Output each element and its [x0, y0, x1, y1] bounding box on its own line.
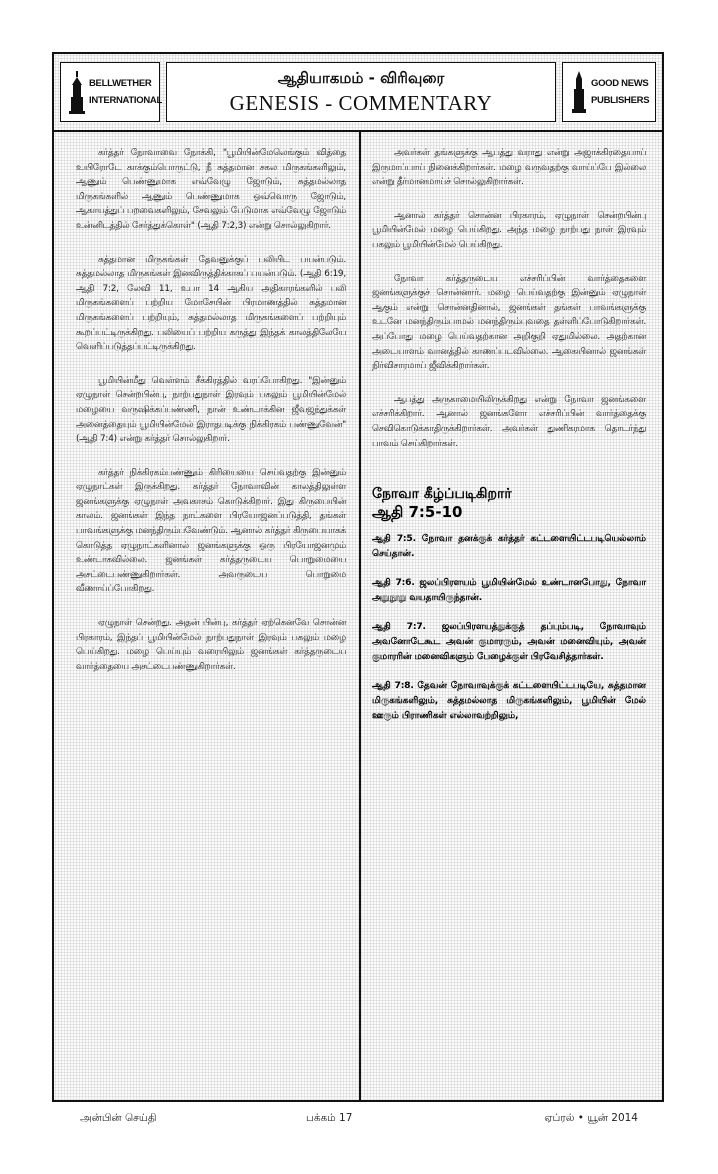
page-title-tamil: ஆதியாகமம் - விரிவுரை — [277, 69, 445, 87]
issue-date: ஏப்ரல் • யூன் 2014 — [544, 1112, 638, 1124]
logo-line-1: GOOD NEWS — [591, 78, 649, 89]
paragraph: ஏழுநாள் சென்றது. அதன் பின்பு, கர்த்தர் ஏற்கெனவே சொன்ன பிரகாரம், இந்தப் பூமியின்மேல் நாற்பதுநாள் இரவும் பகலும் மழை பெய்கிறது. மழை பெய்யும் வரையிலும் ஜனங்கள் கர்த்தருடைய வார்த்தையை அசட்டைபண்ணுகிறார்கள். — [76, 618, 346, 672]
tower-icon — [569, 71, 589, 115]
verse: ஆதி 7:8. தேவன் நோவாவுக்குக் கட்டளையிட்டபடியே, சுத்தமான மிருகங்களிலும், சுத்தமல்லாத மிருகங்களிலும், பூமியின் மேல் ஊரும் பிராணிகள் எல்லாவற்றிலும், — [372, 680, 646, 722]
paragraph: கர்த்தர் நோவாவை நோக்கி, "பூமியின்மேலெங்கும் வித்தை உயிரோடே காக்கும்பொருட்டு, நீ சுத்தமான சகல மிருகங்களிலும், ஆணும் பெண்ணுமாக எவ்வேழு ஜோடும், சுத்தமல்லாத மிருகங்களில் ஆணும் பெண்ணுமாக ஒவ்வொரு ஜோடும், ஆகாயத்துப் பறவைகளிலும், சேவலும் பேடுமாக எவ்வேழு ஜோடும் உன்னிடத்தில் சேர்த்துக்கொள்" (ஆதி 7:2,3) என்று சொல்லுகிறார். — [76, 148, 346, 231]
page-frame — [52, 52, 664, 1102]
magazine-name: அன்பின் செய்தி — [80, 1112, 157, 1124]
logo-line-2: INTERNATIONAL — [89, 95, 162, 106]
column-divider — [359, 132, 361, 1100]
paragraph: கர்த்தர் நிக்கிரகம்பண்ணும் கிரியையை செய்வதற்கு இன்னும் ஏழுநாட்கள் இருக்கிறது. கர்த்தர் நோவாவின் காலத்திலுள்ள ஜனங்களுக்கு ஏழுநாள் அவகாசம் கொடுக்கிறார். இது கிருபையின் காலம். ஜனங்கள் இந்த நாட்களை பிரயோஜனப்படுத்தி, தங்கள் பாவங்களுக்கு மனந்திரும்பவேண்டும். ஆனால் கர்த்தர் கிருபையாகக் கொடுத்த ஏழுநாட்களினால் ஜனங்களுக்கு ஒரு பிரயோஜனமும் உண்டாகவில்லை. ஜனங்கள் கர்த்தருடைய பொறுமையை அசட்டைபண்ணுகிறார்கள். அவருடைய பொறுமை வீணாய்ப்போகிறது. — [76, 467, 346, 595]
page-title-english: GENESIS - COMMENTARY — [229, 91, 493, 115]
good-news-publishers-logo — [562, 62, 656, 122]
verse: ஆதி 7:6. ஜலப்பிரளயம் பூமியின்மேல் உண்டானபோது, நோவா அறுநூறு வயதாயிருந்தான். — [372, 577, 646, 604]
title-box — [166, 62, 556, 122]
verse: ஆதி 7:7. ஜலப்பிரளயத்துக்குத் தப்பும்படி, நோவாவும் அவனோடேகூட அவன் குமாரரும், அவன் மனைவியும், அவன் குமாரரின் மனைவிகளும் பேழைக்குள் பிரவேசித்தார்கள். — [372, 621, 646, 663]
bellwether-logo — [60, 62, 160, 122]
section-reference: ஆதி 7:5-10 — [372, 503, 463, 522]
paragraph: ஆபத்து அருகாமையிலிருக்கிறது என்று நோவா ஜனங்களை எச்சரிக்கிறார். ஆனால் ஜனங்களோ எச்சரிப்பின் வார்த்தைக்கு செவிகொடுக்காதிருக்கிறார்கள். அவர்கள் துணிகரமாக தொடர்ந்து பாவம் செய்கிறார்கள். — [372, 394, 646, 449]
paragraph: ஆனால் கர்த்தர் சொன்ன பிரகாரம், ஏழுநாள் சென்றபின்பு பூமியின்மேல் மழை பெய்கிறது. அந்த மழை நாற்பது நாள் இரவும் பகலும் பூமியின்மேல் பெய்கிறது. — [372, 210, 646, 250]
right-column — [372, 146, 646, 737]
left-column — [76, 146, 346, 693]
verse: ஆதி 7:5. நோவா தனக்குக் கர்த்தர் கட்டளையிட்டபடியெல்லாம் செய்தான். — [372, 533, 646, 560]
logo-line-1: BELLWETHER — [89, 78, 152, 89]
bell-tower-icon — [67, 71, 87, 115]
paragraph: நோவா கர்த்தருடைய எச்சரிப்பின் வார்த்தைகளை ஜனங்களுக்குச் சொன்னார். மழை பெய்வதற்கு இன்னும் ஏழுநாள் ஆகும் என்று சொன்னதினால், ஜனங்கள் தங்கள் பாவங்களுக்கு உடனே மனந்திரும்பாமல் மனந்திரும்புவதை தள்ளிப்போடுகிறார்கள். அப்போது மழை பெய்வதற்கான அறிகுறி ஏதுமில்லை. அதற்கான அடையாளம் வானத்தில் காணப்படவில்லை. ஆகையினால் ஜனங்கள் நிர்விசாரமாய் ஜீவிக்கிறார்கள். — [372, 273, 646, 372]
page-header — [54, 54, 662, 132]
paragraph: அவர்கள் தங்களுக்கு ஆபத்து வராது என்று அஜாக்கிரதையாய் இருமாப்பாய் நினைக்கிறார்கள். மழை வருவதற்கு வாய்ப்பே இல்லை என்று தீர்மானமாய்ச் சொல்லுகிறார்கள். — [372, 148, 646, 188]
page-footer — [80, 1112, 638, 1128]
paragraph: பூமியின்மீது வெள்ளம் சீக்கிரத்தில் வரப்போகிறது. "இன்னும் ஏழுநாள் சென்றபின்பு, நாற்பதுநாள் இரவும் பகலும் பூமியின்மேல் மழையை வருஷிக்கப்பண்ணி, நான் உண்டாக்கின ஜீவஜந்துக்கள் அனைத்தையும் பூமியின்மேல் இராதபடிக்கு நிக்கிரகம் பண்ணுவேன்" (ஆதி 7:4) என்று கர்த்தர் சொல்லுகிறார். — [76, 375, 346, 445]
paragraph: சுத்தமான மிருகங்கள் தேவனுக்குப் பலியிட பயன்படும். சுத்தமல்லாத மிருகங்கள் இனவிருத்திக்காகப் பயன்படும். (ஆதி 6:19, ஆதி 7:2, லேவி 11, உபா 14 ஆகிய அதிகாரங்களில் பலி மிருகங்களைப் பற்றிய மோசேயின் பிரமாணத்தில் சுத்தமான மிருகங்களைப் பற்றியும், சுத்தமல்லாத மிருகங்களைப் பற்றியும் கூறப்பட்டிருக்கிறது. பலியைப் பற்றிய கருத்து இந்தக் காலத்திலேயே வெளிப்படுத்தப்பட்டிருக்கிறது. — [76, 254, 346, 353]
section-title: நோவா கீழ்ப்படிகிறார் — [372, 486, 512, 503]
section-heading — [372, 485, 646, 521]
page-number: பக்கம் 17 — [306, 1112, 353, 1124]
logo-line-2: PUBLISHERS — [591, 95, 650, 106]
